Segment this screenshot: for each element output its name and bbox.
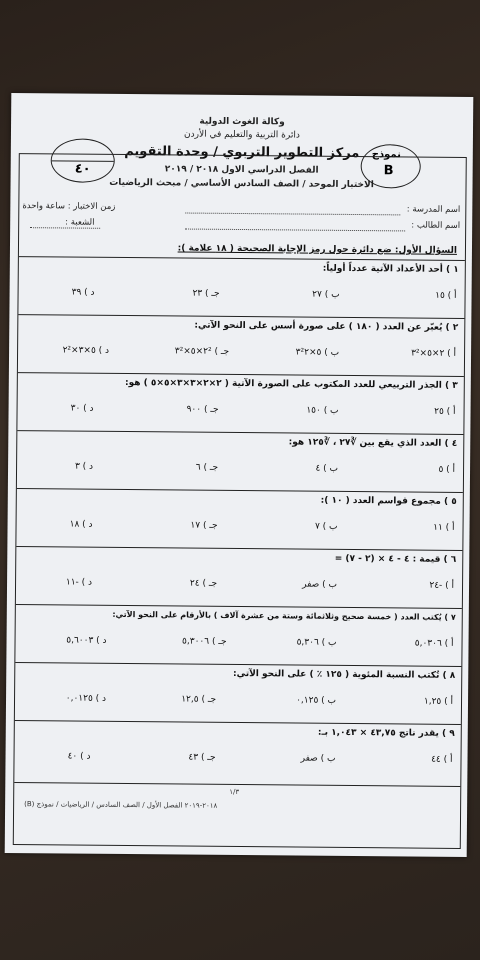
question-text: ٧ ) يُكتب العدد ( خمسة صحيح وثلاثمائة وستة من عشرة آلاف ) بالأرقام على النحو الآتي: bbox=[112, 609, 456, 622]
question-2 bbox=[18, 314, 464, 359]
option-c[interactable]: جـ ) ٩٠٠ bbox=[186, 404, 219, 415]
agency-name: وكالة الغوث الدولية bbox=[199, 116, 285, 128]
footer-text: ٢٠١٨-٢٠١٩ الفصل الأول / الصف السادس / الرياضيات / نموذج (B) bbox=[24, 800, 218, 810]
question-text: ٤ ) العدد الذي يقع بين ∛٢٧ ، ∛١٢٥ هو: bbox=[288, 437, 458, 449]
option-d[interactable]: د ) ٣ bbox=[74, 461, 94, 472]
question-sheet bbox=[13, 153, 467, 849]
option-a[interactable]: أ ) ٢×٥×٣² bbox=[411, 348, 457, 359]
model-label: نموذج bbox=[371, 149, 401, 161]
question-text: ٦ ) قيمة : ٤ - ٤ × (٢ - ٧) = bbox=[334, 553, 457, 565]
exam-paper bbox=[5, 93, 474, 857]
option-b[interactable]: ب ) ٢٧ bbox=[312, 289, 340, 300]
question-6 bbox=[16, 546, 462, 591]
option-b[interactable]: ب ) ٤ bbox=[315, 463, 339, 474]
option-b[interactable]: ب ) صفر bbox=[302, 579, 338, 590]
option-a[interactable]: أ ) ١٥ bbox=[435, 290, 457, 301]
option-c[interactable]: جـ ) ٢٤ bbox=[189, 578, 218, 589]
option-c[interactable]: جـ ) ٤٣ bbox=[188, 752, 216, 763]
option-d[interactable]: د ) ١٨ bbox=[69, 519, 93, 530]
question-text: ٢ ) يُعبّر عن العدد ( ١٨٠ ) على صورة أسس على النحو الآتي: bbox=[194, 320, 459, 333]
section-label: الشعبة : bbox=[65, 217, 95, 228]
option-d[interactable]: د ) ٣٠ bbox=[70, 403, 94, 414]
option-a[interactable]: أ ) -٢٤ bbox=[429, 580, 455, 591]
option-b[interactable]: ب ) ٥×٣²٢ bbox=[295, 347, 340, 358]
option-b[interactable]: ب ) ١٥٠ bbox=[306, 405, 339, 416]
total-score: ٤٠ bbox=[74, 161, 91, 177]
question-text: ٩ ) يقدر ناتج ٤٣,٧٥ × ١,٠٤٣ بـ: bbox=[317, 727, 455, 739]
option-a[interactable]: أ ) ١١ bbox=[433, 522, 455, 533]
exam-title: الاختبار الموحد / الصف السادس الأساسي / مبحث الرياضيات bbox=[109, 177, 374, 191]
option-d[interactable]: د ) ٥×٣×٢² bbox=[62, 345, 110, 356]
question-1 bbox=[19, 256, 465, 301]
option-c[interactable]: جـ ) ١٢,٥ bbox=[181, 694, 217, 705]
exam-time: زمن الاختبار : ساعة واحدة bbox=[22, 201, 116, 212]
option-c[interactable]: جـ ) ٥,٣٠٠٦ bbox=[182, 636, 227, 647]
question-4 bbox=[17, 430, 463, 475]
option-b[interactable]: ب ) ٥,٣٠٦ bbox=[296, 637, 337, 648]
question-text: ١ ) أحد الأعداد الآتية عدداً أولياً: bbox=[322, 263, 459, 275]
option-a[interactable]: أ ) ٢٥ bbox=[434, 406, 456, 417]
page-number: ١/٣ bbox=[229, 787, 240, 797]
question-text: ٨ ) تُكتب النسبة المئوية ( ١٢٥ ٪ ) على النحو الآتي: bbox=[232, 668, 456, 681]
option-d[interactable]: د ) ٣٩ bbox=[71, 287, 95, 298]
option-b[interactable]: ب ) صفر bbox=[300, 753, 336, 764]
option-a[interactable]: أ ) ٤٤ bbox=[431, 754, 453, 765]
question-text: ٣ ) الجذر التربيعي للعدد المكتوب على الصورة الآتية ( ٢×٢×٣×٣×٥×٥ ) هو: bbox=[125, 378, 458, 391]
footer-divider bbox=[14, 782, 460, 787]
center-name: مركز التطوير التربوي / وحدة التقويم bbox=[124, 143, 360, 162]
option-b[interactable]: ب ) ٧ bbox=[314, 521, 338, 532]
option-c[interactable]: جـ ) ٢٣ bbox=[192, 288, 220, 299]
option-a[interactable]: أ ) ٥,٠٣٠٦ bbox=[414, 638, 454, 649]
option-c[interactable]: جـ ) ٢²×٥×٣² bbox=[174, 346, 230, 357]
option-d[interactable]: د ) ٠,٠١٢٥ bbox=[65, 693, 107, 704]
question-3 bbox=[18, 372, 464, 417]
section-title: السؤال الأول: ضع دائرة حول رمز الإجابة الصحيحة ( ١٨ علامة ): bbox=[177, 243, 458, 256]
question-5 bbox=[17, 488, 463, 533]
option-c[interactable]: جـ ) ١٧ bbox=[190, 520, 218, 531]
model-letter: B bbox=[383, 163, 394, 179]
option-c[interactable]: جـ ) ٦ bbox=[195, 462, 219, 473]
question-7 bbox=[16, 604, 462, 649]
semester-line: الفصل الدراسي الاول ٢٠١٨ / ٢٠١٩ bbox=[164, 164, 319, 176]
option-b[interactable]: ب ) ٠,١٢٥ bbox=[296, 695, 337, 706]
question-9 bbox=[15, 720, 461, 765]
school-label: اسم المدرسة : bbox=[406, 204, 461, 215]
option-a[interactable]: أ ) ٥ bbox=[438, 464, 456, 475]
question-text: ٥ ) مجموع قواسم العدد ( ١٠ ): bbox=[320, 495, 457, 507]
option-d[interactable]: د ) -١١ bbox=[65, 577, 93, 588]
option-a[interactable]: أ ) ١,٢٥ bbox=[423, 696, 454, 707]
question-8 bbox=[15, 662, 461, 707]
department-name: دائرة التربية والتعليم في الأردن bbox=[184, 129, 300, 141]
student-label: اسم الطالب : bbox=[411, 220, 461, 231]
option-d[interactable]: د ) ٤٠ bbox=[67, 751, 91, 762]
option-d[interactable]: د ) ٥,٦٠٠٣ bbox=[66, 635, 107, 646]
